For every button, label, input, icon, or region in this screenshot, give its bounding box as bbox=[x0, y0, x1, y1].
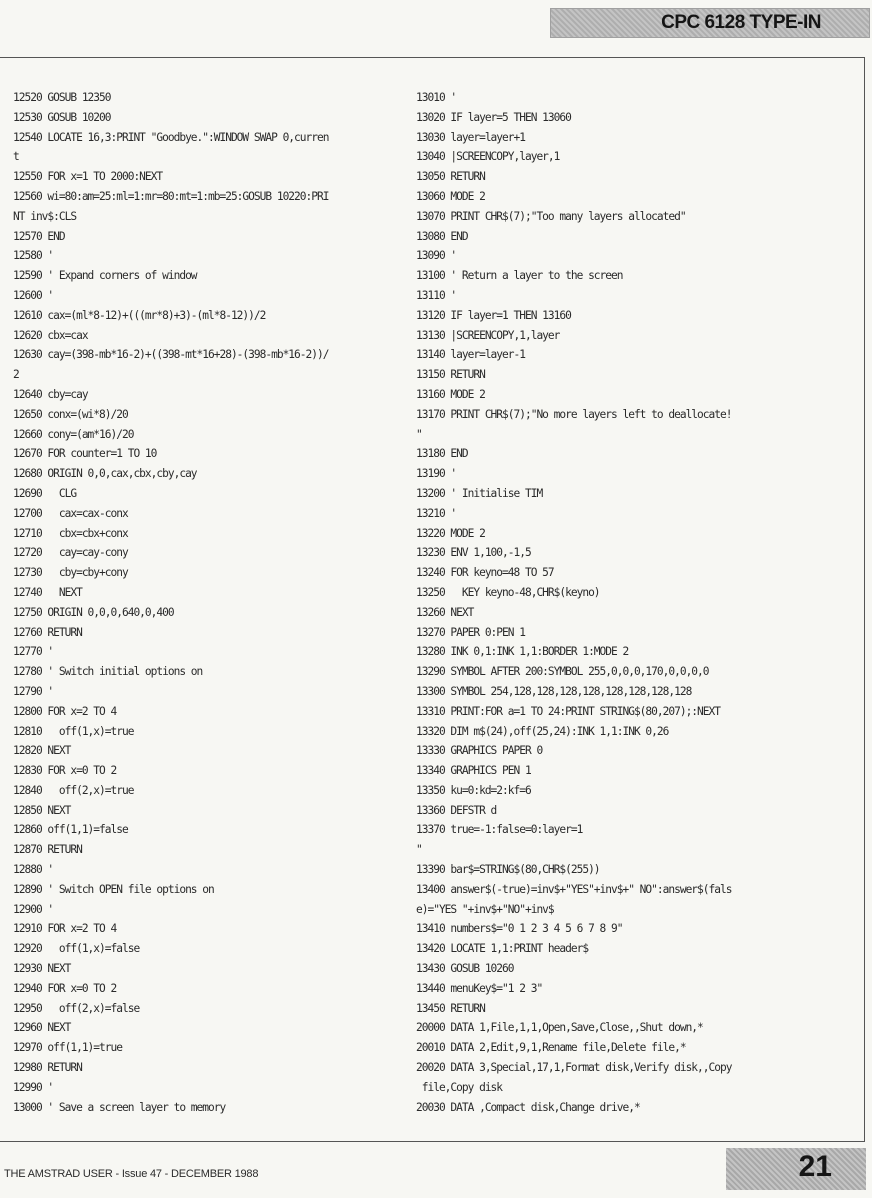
code-line: 13090 ' bbox=[416, 249, 457, 263]
code-line: 13330 GRAPHICS PAPER 0 bbox=[416, 744, 543, 758]
listing-column-right bbox=[416, 88, 808, 1117]
code-line: 13350 ku=0:kd=2:kf=6 bbox=[416, 783, 531, 797]
page-number-tab bbox=[726, 1148, 866, 1190]
code-line: 12580 ' bbox=[13, 249, 54, 263]
code-line: 12970 off(1,1)=true bbox=[13, 1041, 122, 1055]
code-line: 13390 bar$=STRING$(80,CHR$(255)) bbox=[416, 863, 600, 877]
code-line: 13080 END bbox=[416, 229, 468, 243]
code-line: 13220 MODE 2 bbox=[416, 526, 485, 540]
code-line: 12770 ' bbox=[13, 645, 54, 659]
code-line: 12660 cony=(am*16)/20 bbox=[13, 427, 134, 441]
code-line: 20030 DATA ,Compact disk,Change drive,* bbox=[416, 1100, 640, 1114]
code-line: 12530 GOSUB 10200 bbox=[13, 110, 111, 124]
code-line: 12990 ' bbox=[13, 1080, 54, 1094]
code-line: 12840 off(2,x)=true bbox=[13, 783, 134, 797]
code-line: 13190 ' bbox=[416, 467, 457, 481]
code-line: 20010 DATA 2,Edit,9,1,Rename file,Delete file,* bbox=[416, 1041, 686, 1055]
code-line: 12520 GOSUB 12350 bbox=[13, 91, 111, 104]
section-title: CPC 6128 TYPE-IN bbox=[661, 12, 821, 33]
code-line: 12570 END bbox=[13, 229, 65, 243]
code-line: 13320 DIM m$(24),off(25,24):INK 1,1:INK 0,26 bbox=[416, 724, 669, 738]
code-line: 12680 ORIGIN 0,0,cax,cbx,cby,cay bbox=[13, 467, 197, 481]
code-line: 13110 ' bbox=[416, 288, 457, 302]
code-line: 12540 LOCATE 16,3:PRINT "Goodbye.":WINDOW SWAP 0,curren bbox=[13, 130, 329, 144]
code-line: 13010 ' bbox=[416, 91, 457, 104]
code-line: 13300 SYMBOL 254,128,128,128,128,128,128,128,128 bbox=[416, 684, 692, 698]
code-line: 13040 |SCREENCOPY,layer,1 bbox=[416, 150, 560, 164]
code-line: 13030 layer=layer+1 bbox=[416, 130, 525, 144]
code-line: 12690 CLG bbox=[13, 486, 77, 500]
code-line: 12720 cay=cay-cony bbox=[13, 546, 128, 560]
code-line: 12740 NEXT bbox=[13, 585, 82, 599]
code-line: 13440 menuKey$="1 2 3" bbox=[416, 981, 543, 995]
code-line: 12900 ' bbox=[13, 902, 54, 916]
code-line: 13050 RETURN bbox=[416, 170, 485, 184]
code-line: 13260 NEXT bbox=[416, 605, 474, 619]
code-line: 12550 FOR x=1 TO 2000:NEXT bbox=[13, 170, 163, 184]
code-line: file,Copy disk bbox=[416, 1080, 503, 1094]
code-line: 12930 NEXT bbox=[13, 962, 71, 976]
code-line: 12860 off(1,1)=false bbox=[13, 823, 128, 837]
code-line: 12650 conx=(wi*8)/20 bbox=[13, 407, 128, 421]
code-line: 13070 PRINT CHR$(7);"Too many layers allocated" bbox=[416, 209, 686, 223]
code-line: NT inv$:CLS bbox=[13, 209, 77, 223]
code-line: 13140 layer=layer-1 bbox=[416, 348, 525, 362]
code-line: 13170 PRINT CHR$(7);"No more layers left to deallocate! bbox=[416, 407, 732, 421]
code-line: 13370 true=-1:false=0:layer=1 bbox=[416, 823, 583, 837]
code-line: 12790 ' bbox=[13, 684, 54, 698]
code-line: " bbox=[416, 843, 422, 857]
code-line: " bbox=[416, 427, 422, 441]
code-line: 13280 INK 0,1:INK 1,1:BORDER 1:MODE 2 bbox=[416, 645, 629, 659]
code-line: 12980 RETURN bbox=[13, 1061, 82, 1075]
code-line: 12920 off(1,x)=false bbox=[13, 942, 140, 956]
code-line: 12610 cax=(ml*8-12)+(((mr*8)+3)-(ml*8-12))/2 bbox=[13, 308, 266, 322]
code-line: 12910 FOR x=2 TO 4 bbox=[13, 922, 117, 936]
code-line: 13020 IF layer=5 THEN 13060 bbox=[416, 110, 571, 124]
code-line: 13230 ENV 1,100,-1,5 bbox=[416, 546, 531, 560]
code-line: 12640 cby=cay bbox=[13, 387, 88, 401]
code-line: 13000 ' Save a screen layer to memory bbox=[13, 1100, 226, 1114]
code-line: 13240 FOR keyno=48 TO 57 bbox=[416, 566, 554, 580]
code-line: 12960 NEXT bbox=[13, 1021, 71, 1035]
code-line: 12800 FOR x=2 TO 4 bbox=[13, 704, 117, 718]
code-line: 13180 END bbox=[416, 447, 468, 461]
footer-publication: THE AMSTRAD USER - Issue 47 - DECEMBER 1988 bbox=[4, 1168, 259, 1180]
code-line: 12620 cbx=cax bbox=[13, 328, 88, 342]
code-line: 13130 |SCREENCOPY,1,layer bbox=[416, 328, 560, 342]
code-line: 13150 RETURN bbox=[416, 368, 485, 382]
code-line: 13100 ' Return a layer to the screen bbox=[416, 269, 623, 283]
code-line: 13420 LOCATE 1,1:PRINT header$ bbox=[416, 942, 589, 956]
code-line: 20000 DATA 1,File,1,1,Open,Save,Close,,Shut down,* bbox=[416, 1021, 703, 1035]
code-line: 12590 ' Expand corners of window bbox=[13, 269, 197, 283]
code-line: 13120 IF layer=1 THEN 13160 bbox=[416, 308, 571, 322]
code-line: 12600 ' bbox=[13, 288, 54, 302]
code-line: 12560 wi=80:am=25:ml=1:mr=80:mt=1:mb=25:GOSUB 10220:PRI bbox=[13, 189, 329, 203]
code-line: 13160 MODE 2 bbox=[416, 387, 485, 401]
code-line: 12890 ' Switch OPEN file options on bbox=[13, 882, 214, 896]
code-line: 13400 answer$(-true)=inv$+"YES"+inv$+" NO":answer$(fals bbox=[416, 882, 732, 896]
code-line: 13270 PAPER 0:PEN 1 bbox=[416, 625, 525, 639]
code-line: 12700 cax=cax-conx bbox=[13, 506, 128, 520]
section-header-tab bbox=[550, 8, 870, 38]
code-line: 12820 NEXT bbox=[13, 744, 71, 758]
code-line: 12830 FOR x=0 TO 2 bbox=[13, 764, 117, 778]
code-line: 12810 off(1,x)=true bbox=[13, 724, 134, 738]
code-line: 13210 ' bbox=[416, 506, 457, 520]
code-line: 12950 off(2,x)=false bbox=[13, 1001, 140, 1015]
code-line: 13360 DEFSTR d bbox=[416, 803, 497, 817]
code-line: 12870 RETURN bbox=[13, 843, 82, 857]
code-line: 13340 GRAPHICS PEN 1 bbox=[416, 764, 531, 778]
code-line: e)="YES "+inv$+"NO"+inv$ bbox=[416, 902, 554, 916]
code-line: 12880 ' bbox=[13, 863, 54, 877]
code-line: 13310 PRINT:FOR a=1 TO 24:PRINT STRING$(80,207);:NEXT bbox=[416, 704, 720, 718]
code-line: 12750 ORIGIN 0,0,0,640,0,400 bbox=[13, 605, 174, 619]
code-line: 12730 cby=cby+cony bbox=[13, 566, 128, 580]
code-line: 13200 ' Initialise TIM bbox=[416, 486, 543, 500]
code-line: 12630 cay=(398-mb*16-2)+((398-mt*16+28)-(398-mb*16-2))/ bbox=[13, 348, 329, 362]
code-line: 13290 SYMBOL AFTER 200:SYMBOL 255,0,0,0,170,0,0,0,0 bbox=[416, 665, 709, 679]
code-line: 13410 numbers$="0 1 2 3 4 5 6 7 8 9" bbox=[416, 922, 623, 936]
code-line: 12940 FOR x=0 TO 2 bbox=[13, 981, 117, 995]
code-line: 2 bbox=[13, 368, 19, 382]
code-line: 12850 NEXT bbox=[13, 803, 71, 817]
listing-column-left bbox=[13, 88, 408, 1117]
code-line: t bbox=[13, 150, 19, 164]
code-line: 12780 ' Switch initial options on bbox=[13, 665, 203, 679]
code-line: 20020 DATA 3,Special,17,1,Format disk,Verify disk,,Copy bbox=[416, 1061, 732, 1075]
code-line: 13430 GOSUB 10260 bbox=[416, 962, 514, 976]
code-line: 12760 RETURN bbox=[13, 625, 82, 639]
code-line: 13060 MODE 2 bbox=[416, 189, 485, 203]
code-line: 13450 RETURN bbox=[416, 1001, 485, 1015]
code-line: 13250 KEY keyno-48,CHR$(keyno) bbox=[416, 585, 600, 599]
code-line: 12670 FOR counter=1 TO 10 bbox=[13, 447, 157, 461]
page-number: 21 bbox=[798, 1150, 832, 1183]
code-line: 12710 cbx=cbx+conx bbox=[13, 526, 128, 540]
